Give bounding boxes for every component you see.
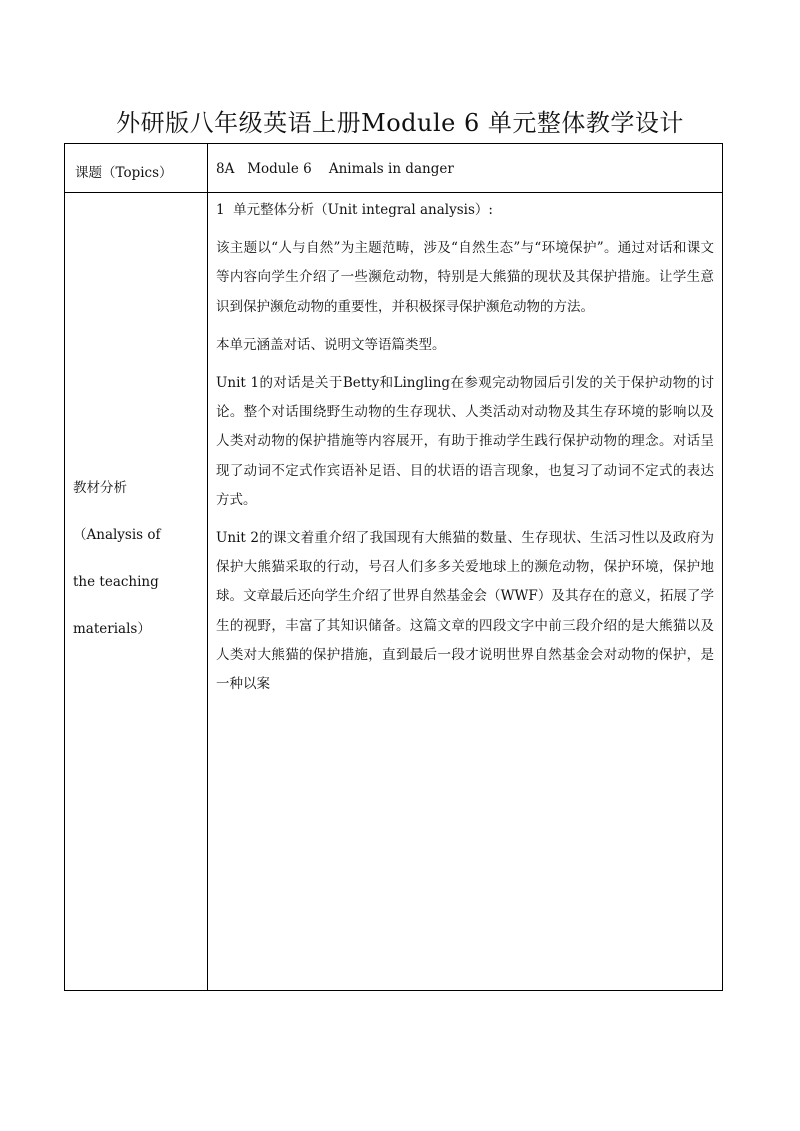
topics-label-cell (65, 144, 208, 193)
content-paragraph: Unit 2的课文着重介绍了我国现有大熊猫的数量、生存现状、生活习性以及政府为保护大熊猫采取的行动，号召人们多多关爱地球上的濒危动物，保护环境，保护地球。文章最后还向学生介绍了世界自然基金会（WWF）及其存在的意义，拓展了学生的视野，丰富了其知识储备。这篇文章的四段文字中前三段介绍的是大熊猫以及人类对大熊猫的保护措施，直到最后一段才说明世界自然基金会对动物的保护，是一种以案 (216, 530, 714, 693)
analysis-label-line: （Analysis of (73, 526, 161, 543)
analysis-label-line: the teaching (73, 573, 159, 590)
topics-value-cell (208, 144, 723, 193)
lesson-plan-table (64, 143, 723, 991)
section-heading: 1 单元整体分析（Unit integral analysis）: (216, 202, 493, 218)
analysis-row (65, 193, 723, 991)
analysis-label-cell (65, 193, 208, 991)
analysis-content-cell (208, 193, 723, 991)
analysis-content (208, 193, 722, 699)
content-paragraph: Unit 1的对话是关于Betty和Lingling在参观完动物园后引发的关于保护动物的讨论。整个对话围绕野生动物的生存现状、人类活动对动物及其生存环境的影响以及人类对动物的保护措施等内容展开，有助于推动学生践行保护动物的理念。对话呈现了动词不定式作宾语补足语、目的状语的语言现象，也复习了动词不定式的表达方式。 (216, 375, 714, 508)
topics-label: 课题（Topics） (75, 165, 173, 181)
document-title: 外研版八年级英语上册Module 6 单元整体教学设计 (116, 109, 684, 137)
analysis-label-line: 教材分析 (73, 479, 127, 496)
content-paragraph: 该主题以“人与自然”为主题范畴，涉及“自然生态”与“环境保护”。通过对话和课文等内容向学生介绍了一些濒危动物，特别是大熊猫的现状及其保护措施。让学生意识到保护濒危动物的重要性，并积极探寻保护濒危动物的方法。 (216, 240, 714, 315)
analysis-label (65, 465, 207, 653)
analysis-label-line: materials） (73, 620, 151, 637)
topics-row (65, 144, 723, 193)
topics-value: 8A Module 6 Animals in danger (216, 161, 454, 177)
content-paragraph: 本单元涵盖对话、说明文等语篇类型。 (216, 336, 446, 353)
